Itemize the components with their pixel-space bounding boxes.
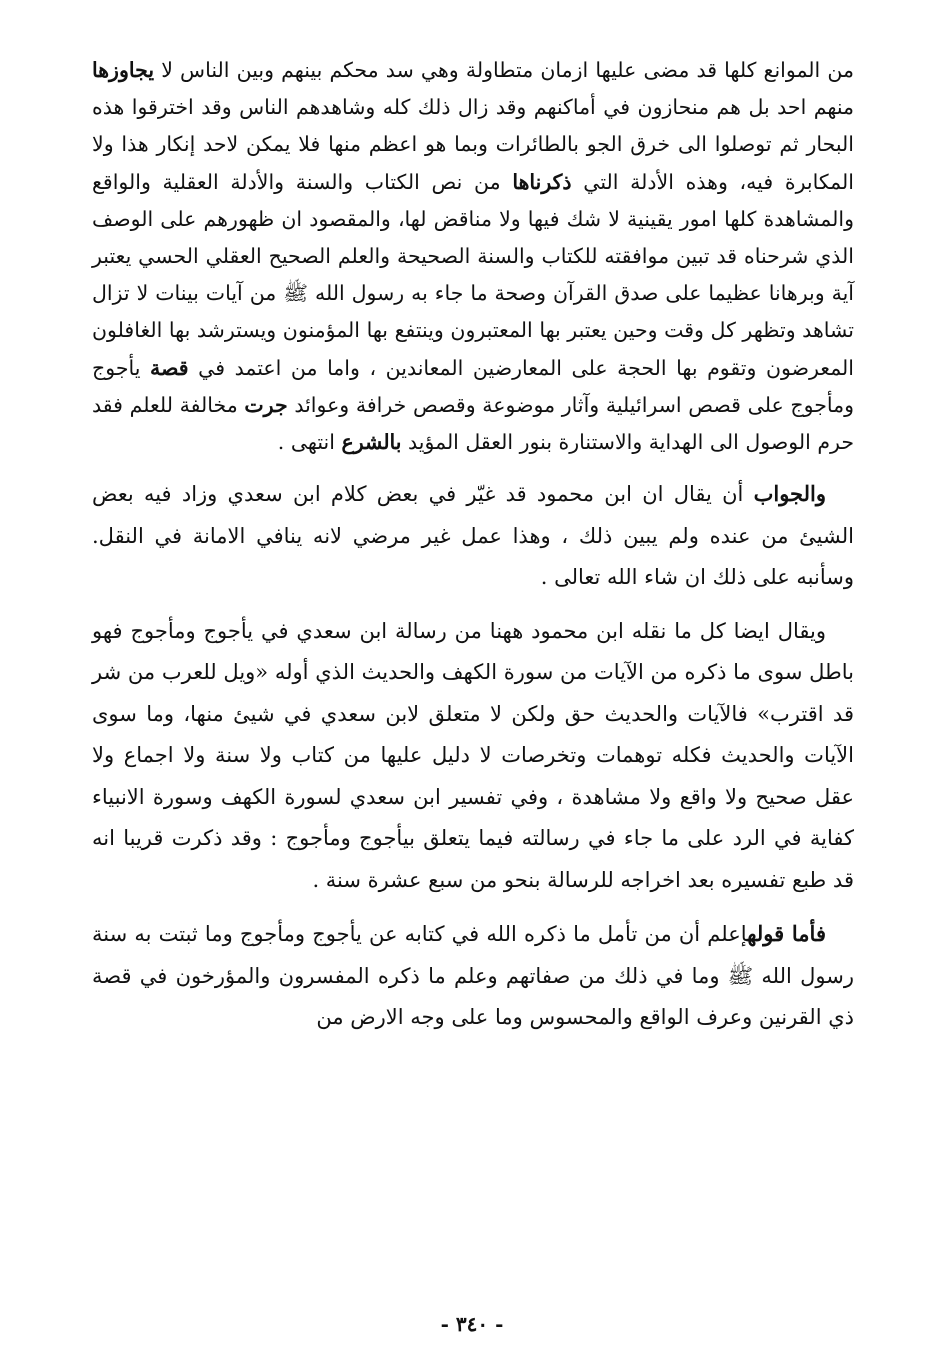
paragraph-rebuttal	[92, 611, 854, 902]
bold-segment: بالشرع	[341, 430, 402, 455]
text-segment: انتهى .	[277, 430, 342, 455]
page-body	[92, 52, 854, 1039]
paragraph-answer	[92, 473, 854, 599]
text-segment: من نص الكتاب والسنة والأدلة العقلية والواقع والمشاهدة كلها امور يقينية لا شك فيها ولا مناقض لها، والمقصود ان ظهورهم على الوصف الذي شرحناه قد تبين موافقته للكتاب والسنة الصحيحة والعلم الصحيح العقلي الحسي يعتبر آية وبرهانا عظيما على صدق القرآن وصحة ما جاء به رسول الله ﷺ من آيات بينات لا تزال تشاهد وتظهر كل وقت وحين يعتبر بها المعتبرون وينتفع بها المؤمنون ويسترشد بها الغافلون المعرضون وتقوم بها الحجة على المعارضين المعاندين ، واما من اعتمد في	[92, 169, 854, 380]
bold-segment: جرت	[244, 392, 288, 417]
text-segment: من الموانع كلها قد مضى عليها ازمان متطاولة وهي سد محكم بينهم وبين الناس لا	[154, 58, 854, 82]
text-segment: أن يقال ان ابن محمود قد غيّر في بعض كلام ابن سعدي وزاد فيه بعض الشيئ من عنده ولم يبين ذلك ، وهذا عمل غير مرضي لانه ينافي الامانة في النقل. وسأنبه على ذلك ان شاء الله تعالى .	[92, 482, 854, 590]
text-segment: مخالفة للعلم فقد حرم الوصول الى الهداية والاستنارة بنور العقل المؤيد	[92, 392, 854, 455]
page-number: - ٣٤٠ -	[440, 1312, 504, 1336]
bold-segment: يجاوزها	[92, 58, 155, 82]
paragraph-next-quote	[92, 913, 854, 1039]
text-segment: منهم احد بل هم منحازون في أماكنهم وقد زال ذلك كله وشاهدهم الناس وقد اخترقوا هذه البحار ثم توصلوا الى خرق الجو بالطائرات وبما هو اعظم منها فلا يمكن لاحد إنكار هذا ولا المكابرة فيه، وهذه الأدلة التي	[92, 95, 854, 194]
text-segment: إعلم أن من تأمل ما ذكره الله في كتابه عن يأجوج ومأجوج وما ثبتت به سنة رسول الله ﷺ وما في ذلك من صفاتهم وعلم ما ذكره المفسرون والمؤرخون في قصة ذي القرنين وعرف الواقع والمحسوس وما على وجه الارض من	[92, 922, 854, 1030]
text-segment: ويقال ايضا كل ما نقله ابن محمود ههنا من رسالة ابن سعدي في يأجوج ومأجوج فهو باطل سوى ما ذكره من الآيات من سورة الكهف والحديث الذي أوله «ويل للعرب من شر قد اقترب» فالآيات والحديث حق ولكن لا متعلق لابن سعدي في شيئ منها، وما سوى الآيات والحديث فكله توهمات وتخرصات لا دليل عليها من كتاب ولا سنة ولا اجماع ولا عقل صحيح ولا واقع ولا مشاهدة ، وفي تفسير ابن سعدي لسورة الكهف وسورة الانبياء كفاية في الرد على ما جاء في رسالته فيما يتعلق بيأجوج ومأجوج : وقد ذكرت قريبا انه قد طبع تفسيره بعد اخراجه للرسالة بنحو من سبع عشرة سنة .	[92, 618, 854, 892]
lead-word: فأما قوله	[747, 921, 826, 947]
lead-word: والجواب	[753, 481, 826, 507]
bold-segment: ذكرناها	[512, 169, 572, 194]
text-segment: يأجوج ومأجوج على قصص اسرائيلية وآثار موضوعة وقصص خرافة وعوائد	[92, 355, 854, 417]
paragraph-quotation	[92, 52, 854, 461]
bold-segment: قصة	[150, 355, 189, 380]
